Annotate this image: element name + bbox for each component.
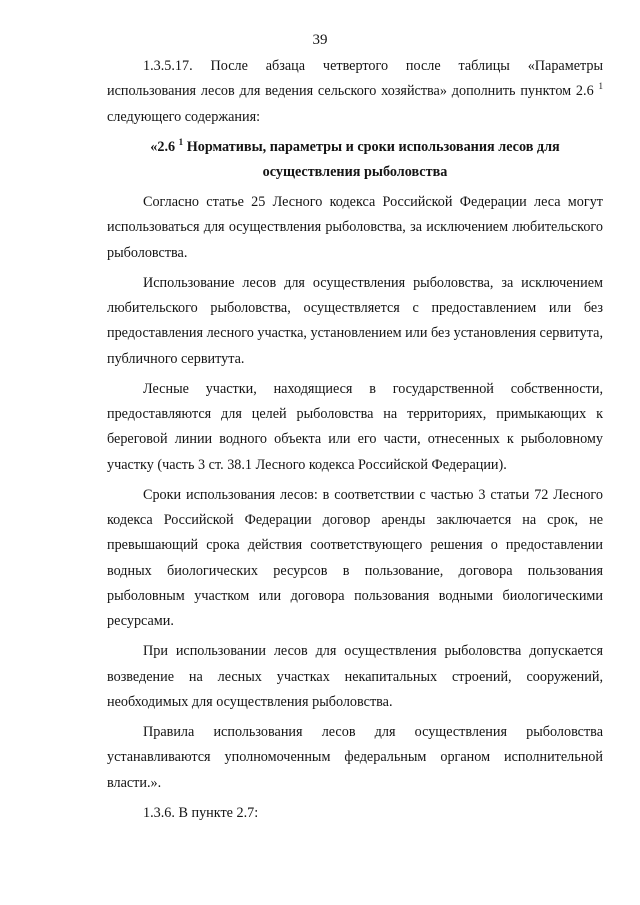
paragraph-rules: Правила использования лесов для осуществления рыболовства устанавливаются уполномоченным федеральным органом исполнительной власти.». (107, 724, 603, 791)
paragraph-articles: Согласно статье 25 Лесного кодекса Российской Федерации леса могут использоваться для осуществления рыболовства, за исключением любительского рыболовства. (107, 194, 603, 261)
heading-number: «2.6 (150, 138, 179, 155)
paragraph-land-plots: Лесные участки, находящиеся в государственной собственности, предоставляются для целей рыболовства на территориях, примыкающих к береговой линии водного объекта или его части, отнесенных к рыболовному участку (часть 3 ст. 38.1 Лесного кодекса Российской Федерации). (107, 380, 603, 473)
intro-text: 1.3.5.17. После абзаца четвертого после таблицы «Параметры использования лесов для ведения сельского хозяйства» дополнить пунктом 2.6 (107, 58, 603, 100)
document-body (107, 54, 603, 831)
section-heading (107, 135, 603, 186)
paragraph-terms: Сроки использования лесов: в соответствии с частью 3 статьи 72 Лесного кодекса Российской Федерации договор аренды заключается на срок, не превышающий срока действия соответствующего решения о предоставлении водных биологических ресурсов в пользование, договора пользования рыболовным участком или договора пользования водными биологическими ресурсами. (107, 486, 603, 630)
heading-superscript: 1 (178, 136, 184, 147)
next-item: 1.3.6. В пункте 2.7: (143, 804, 259, 821)
intro-text-end: следующего содержания: (107, 108, 261, 125)
intro-paragraph (107, 54, 603, 130)
intro-superscript: 1 (598, 81, 603, 92)
heading-title: Нормативы, параметры и сроки использования лесов для осуществления рыболовства (183, 138, 560, 180)
paragraph-usage: Использование лесов для осуществления рыболовства, за исключением любительского рыболовства, осуществляется с предоставлением или без предоставления лесного участка, установлением или без установления сервитута, публичного сервитута. (107, 274, 603, 367)
paragraph-structures: При использовании лесов для осуществления рыболовства допускается возведение на лесных участках некапитальных строений, сооружений, необходимых для осуществления рыболовства. (107, 643, 603, 710)
page-number: 39 (312, 32, 328, 48)
